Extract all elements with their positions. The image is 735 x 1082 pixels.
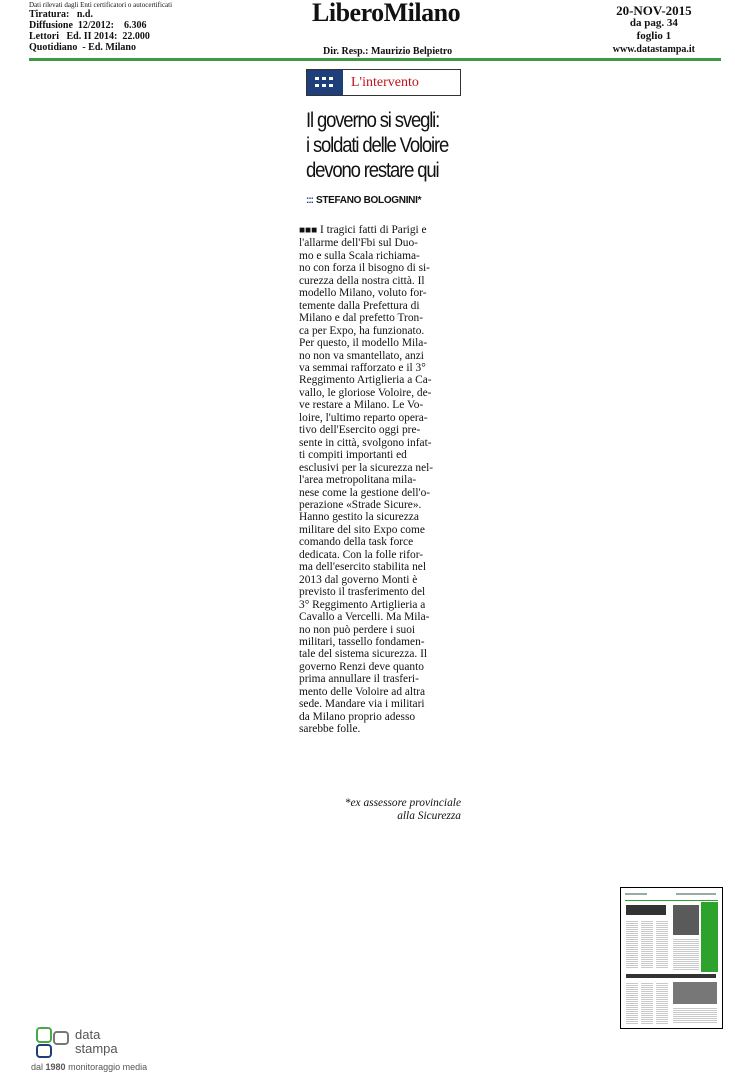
body-line: governo Renzi deve quanto	[299, 660, 424, 673]
newspaper-logo: LiberoMilano	[312, 0, 461, 27]
brand-tagline: dal 1980 monitoraggio media	[31, 1062, 148, 1072]
stat-row: Lettori Ed. II 2014: 22.000	[29, 31, 150, 42]
signature-line: *ex assessore provinciale	[344, 797, 461, 809]
datastampa-logo-icon	[36, 1027, 70, 1059]
thumb-column	[673, 938, 699, 970]
thumb-column	[641, 920, 653, 968]
signature-line: alla Sicurezza	[397, 810, 461, 822]
body-line: Reggimento Artiglieria a Ca-	[299, 374, 432, 387]
byline	[306, 195, 421, 206]
body-line: ve restare a Milano. Le Vo-	[299, 399, 424, 412]
body-line: mo e sulla Scala richiama-	[299, 249, 420, 262]
body-line: tale del sistema sicurezza. Il	[299, 648, 428, 661]
body-line: sarebbe folle.	[299, 723, 361, 736]
thumb-column	[656, 920, 668, 968]
source-note: Dati rilevati dagli Enti certificatori o autocertificati	[29, 1, 173, 9]
headline-line: devono restare qui	[306, 159, 439, 182]
body-line: temente dalla Prefettura di	[299, 299, 420, 312]
page-thumbnail	[620, 887, 723, 1029]
body-line: nese come la gestione dell'o-	[299, 486, 431, 499]
body-line: esclusivi per la sicurezza nel-	[299, 461, 434, 474]
clipping-header	[0, 0, 735, 62]
body-line: ca per Expo, ha funzionato.	[299, 324, 425, 337]
thumb-column	[673, 1007, 717, 1024]
body-line: ma dell'esercito stabilita nel	[299, 561, 426, 574]
body-line: 3° Reggimento Artiglieria a	[299, 598, 426, 611]
thumb-rule	[625, 900, 718, 901]
stat-row: Tiratura: n.d.	[29, 9, 93, 20]
body-line: curezza della nostra città. Il	[299, 274, 425, 287]
circulation-stats	[29, 9, 150, 53]
thumb-rule	[676, 893, 716, 895]
thumb-photo	[673, 982, 717, 1004]
article-headline	[306, 108, 456, 183]
body-line: l'allarme dell'Fbi sul Duo-	[299, 237, 418, 250]
body-line: Per questo, il modello Mila-	[299, 337, 428, 350]
author-name: STEFANO BOLOGNINI*	[316, 195, 422, 206]
stat-row: Quotidiano - Ed. Milano	[29, 42, 136, 53]
lead-marker: ■■■	[299, 225, 318, 236]
thumb-column	[641, 982, 653, 1024]
thumb-column	[626, 920, 638, 968]
body-line: militari, tassello fondamen-	[299, 635, 425, 648]
body-line: Milano e dal prefetto Tron-	[299, 312, 424, 325]
body-line: mento delle Voloire ad altra	[299, 685, 426, 698]
body-line: sente in città, svolgono infat-	[299, 436, 432, 449]
header-rule	[29, 58, 721, 61]
headline-line: Il governo si svegli:	[306, 109, 440, 132]
body-line: va semmai rafforzato e il 3°	[299, 361, 426, 374]
page-ref: da pag. 34	[629, 17, 678, 29]
issue-date: 20-NOV-2015	[616, 3, 692, 18]
stat-row: Diffusione 12/2012: 6.306	[29, 20, 147, 31]
author-signature	[299, 797, 461, 823]
rubric-label: L'intervento	[351, 75, 419, 90]
body-line: l'area metropolitana mila-	[299, 474, 417, 487]
body-line: sede. Mandare via i militari	[299, 698, 425, 711]
body-line: modello Milano, voluto for-	[299, 287, 427, 300]
body-line: no non va smantellato, anzi	[299, 349, 424, 362]
director-line: Dir. Resp.: Maurizio Belpietro	[323, 46, 453, 57]
thumb-headline	[626, 905, 666, 915]
body-line: da Milano proprio adesso	[299, 710, 416, 723]
headline-line: i soldati delle Voloire	[306, 134, 449, 157]
brand-line: stampa	[75, 1041, 118, 1056]
thumb-column	[656, 982, 668, 1024]
body-line: ■■■ I tragici fatti di Parigi e	[299, 224, 427, 236]
body-line: dedicata. Con la folle rifor-	[299, 548, 424, 561]
body-line: previsto il trasferimento del	[299, 586, 426, 599]
body-line: loire, l'ultimo reparto opera-	[299, 411, 428, 424]
body-line: prima annullare il trasferi-	[299, 673, 419, 686]
rubric-grid-icon	[307, 70, 343, 95]
website-link[interactable]: www.datastampa.it	[612, 44, 695, 55]
thumb-column	[626, 982, 638, 1024]
body-line: perazione «Strade Sicure».	[299, 498, 422, 511]
thumb-headline	[626, 974, 716, 978]
body-line: vallo, le gloriose Voloire, de-	[299, 386, 432, 399]
sheet-number: foglio 1	[636, 30, 672, 42]
body-line: tivo dell'Esercito oggi pre-	[299, 424, 421, 437]
section-rubric	[306, 69, 461, 96]
body-line: Hanno gestito la sicurezza	[299, 511, 419, 524]
body-line: comando della task force	[299, 536, 414, 549]
thumb-sidebar	[701, 902, 718, 972]
body-line: ti compiti importanti ed	[299, 449, 407, 462]
article-body	[299, 224, 462, 736]
issue-meta	[613, 4, 695, 56]
brand-name	[75, 1028, 118, 1056]
body-line: 2013 dal governo Monti è	[299, 573, 418, 586]
body-line: Cavallo a Vercelli. Ma Mila-	[299, 611, 430, 624]
body-line: no con forza il bisogno di si-	[299, 262, 430, 275]
body-line: no non può perdere i suoi	[299, 623, 416, 636]
thumb-photo	[673, 905, 699, 935]
body-line: militare del sito Expo come	[299, 523, 425, 536]
thumb-rule	[625, 893, 647, 895]
byline-marker: :::	[306, 195, 313, 206]
brand-line: data	[75, 1027, 101, 1042]
